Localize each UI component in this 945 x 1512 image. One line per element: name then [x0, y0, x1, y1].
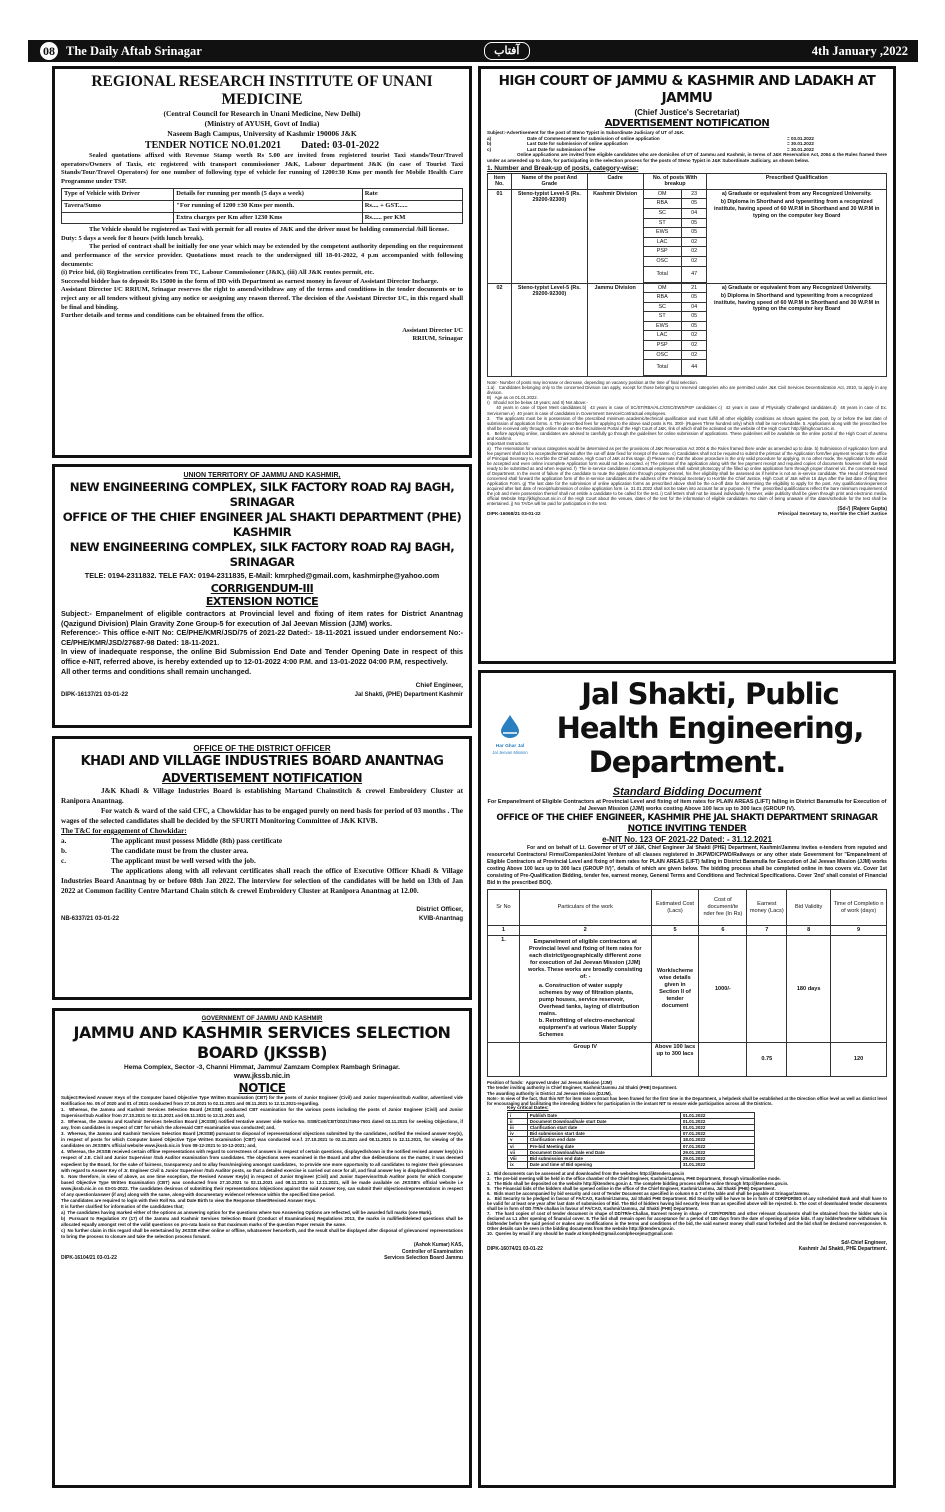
hc-date-cell: = 03.01.2022	[787, 135, 814, 141]
phe-title-3: NEW ENGINEERING COMPLEX, SILK FACTORY ROAD RAJ BAGH, SRINAGAR	[69, 540, 455, 569]
vehicle-th-2: Details for running per month (5 days a week)	[174, 189, 362, 201]
vehicle-type: Tavera/Sumo	[62, 200, 174, 212]
rriu-signature-1: Assistant Director I/C	[402, 326, 463, 334]
kvib-tc-c: c. The applicant must be well versed with the job.	[61, 857, 256, 865]
works-validity: 180 days	[787, 936, 831, 1043]
rriu-title: REGIONAL RESEARCH INSTITUTE OF UNANI MEDICINE	[91, 73, 433, 108]
high-court-adv-label: ADVERTISEMENT NOTIFICATION	[604, 118, 770, 129]
newspaper-logo: آفتاب	[484, 42, 530, 60]
js-terms: 1. Bid documents can be assessed at and downloaded from the websites http://jktenders.gov.in 2. The pre-bid meeting will be held in the office chamber of the Chief Engineer, Kashmir/Jammu, PHE Department, through virtual/online mode. 3. The Bids shall be deposited on the website http://jktenders.gov.in 4. The complete bidding process will be online through http://jktenders.gov.in. 5. The Financial bids of the bidders shall be opened online in the office of the Chief Engineer, Kashmir/Jammu, Jal Shakti (PHE) Department. 6. Bids must be accompanied by bid security and cost of Tender Document as specified in column 6 & 7 of the table and shall be payable at Srinagar/Jammu. a. Bid Security to be pledged in favour of FA/CAO, Kashmir/Jammu, Jal Shakti PHE Department. Bid Security will be have to be in form of CDR/FDR/BG of any scheduled Bank and shall have to be valid for at least one year after last date of submission of Bid. The Bid of bidders having bid security less than as specified above will be rejected. b. The cost of downloaded tender documents shall be in form of DD /TR/e challan in favour of FA/CAO, Kashmir/Jammu, Jal Shakti (PHE) Department. 7. The hard copies of cost of tender document in shape of DD/TR/e-Challan, Earnest money in shape of CDR/FDR/BG and other relevant documents shall be obtained from the bidder who is declared as L1 after opening of financial cover. 8. The bid shall remain open for acceptance for a period of 180 days from the date of opening of price bids. If any bidder/tenderer withdraws his bid/tender before the said period or makes any modifications in the terms and conditions of the bid, the said earnest money shall stand forfeited and the bid shall be declared non-responsive. 9. Other details can be seen in the bidding documents from the website http://jktenders.gov.in. 10. Queries by email if any should be made at kmrphed@gmail.com/phecejmu@gmail.com	[487, 1170, 887, 1237]
qualification-text: b) Diploma in Shorthand and typewriting from a recognized institute, having speed of 60 W.P.M in Shorthand and 30 W.P.M in typing on the computer key Board	[713, 199, 880, 219]
works-col-7: 7	[747, 926, 787, 936]
works-desc-a: a. Construction of water supply schemes by way of filtration plants, pump houses, service reservoir, Overhead tanks, laying of distribution mains.	[538, 983, 640, 1018]
works-th-cost: Estimated Cost (Lacs)	[651, 890, 699, 926]
category-count: 02	[681, 237, 706, 247]
key-date-row	[508, 1162, 755, 1168]
kvib-title: KHADI AND VILLAGE INDUSTRIES BOARD ANANTNAG	[80, 754, 444, 769]
js-position-of-funds: Position of funds: Approved Under Jal Jeevan Mission (JJM) The tender inviting authority is Chief Engineer, Kashmir/Jammu Jal Shakti (PHE) Department. The awarding authority is District Jal Jeevan Mission (DJJM). Note:- In view of the fact, that this NIT for item rate contract has been framed for the first time in the Department, a helpdesk shall be established at the Direction office level as well as district level for encouraging and facilitating the intending bidders for participation in the instant NIT to ensure wide participation across all the Districts.	[487, 1080, 887, 1106]
posts-th-post: Name of the post And Grade	[511, 173, 587, 189]
category-label: LAC	[644, 331, 682, 341]
vehicle-rate: Rs.... + GST......	[362, 200, 462, 212]
rriu-para-1: Sealed quotations affixed with Revenue Stamp worth Rs 5.00 are invited from registered tourist Taxi stands/Tour/Travel operators/Owners of Taxis, etc registered with transport commissioner J&K, Labour department J&K (in case of Tourist Taxi Stands/Tour/Travel Operators) for one number of following type of vehicle for running of 1200±30 Kms per month for Mobile Health Care Programme under TSP.	[61, 152, 463, 185]
jkssb-website: www.jkssb.nic.in	[233, 1073, 291, 1080]
jkssb-signature-3: Services Selection Board Jammu	[384, 1255, 463, 1262]
hc-date-cell: = 30.01.2022	[787, 141, 814, 147]
key-date-cell: Date and time of Bid opening	[527, 1162, 680, 1168]
high-court-dipk: DIPK-16068/21 03-01-22	[487, 512, 541, 518]
hc-date-cell: Date of Commencement for submission of online application	[527, 135, 660, 141]
standard-bidding-document: Standard Bidding Document	[612, 786, 762, 798]
kvib-office: OFFICE OF THE DISTRICT OFFICER	[193, 744, 331, 753]
key-date-cell: i	[508, 1112, 528, 1118]
posts-row	[488, 283, 887, 377]
category-label: RBA	[644, 199, 682, 209]
kvib-tc-a: a. The applicant must possess Middle (8th) pass certificate	[61, 837, 283, 845]
key-date-cell: ii	[508, 1118, 528, 1124]
js-signature-2: Kashmir Jal Shakti, PHE Department.	[798, 1246, 887, 1253]
hc-date-cell: c)	[487, 146, 492, 152]
key-date-cell: vi	[508, 1143, 528, 1149]
js-signature-1: Sd/-Chief Engineer,	[841, 1240, 887, 1247]
key-date-cell: Clarification start date	[527, 1125, 680, 1131]
category-label: ST	[644, 218, 682, 228]
key-date-cell: 31.01.2022	[680, 1162, 754, 1168]
posts-th-qualification: Prescribed Qualification	[707, 173, 887, 189]
js-dipk: DIPK-16074/21 03-01-22	[487, 1246, 543, 1253]
issue-date: 4th January ,2022	[811, 43, 908, 58]
key-date-cell: Bid submission start date	[527, 1131, 680, 1137]
category-label: OM	[644, 190, 682, 199]
category-label: PSP	[644, 341, 682, 351]
tender-notice-number: TENDER NOTICE NO.01.2021 Dated: 03-01-2022	[144, 140, 380, 151]
category-count: 05	[681, 293, 706, 303]
key-date-cell: 01.01.2022	[680, 1118, 754, 1124]
key-date-cell: iii	[508, 1125, 528, 1131]
key-date-cell: 18.01.2022	[680, 1137, 754, 1143]
rriu-line-2: (Ministry of AYUSH, Govt of India)	[204, 119, 320, 128]
high-court-signature-2: Principal Secretary to, Hon'ble the Chief Justice	[777, 512, 887, 518]
works-sr: 1.	[488, 936, 520, 1043]
kvib-para-2: For watch & ward of the said CFC, a Chowkidar has to be engaged purely on need basis for period of 03 months . The wages of the selected candidates shall be decided by the SFURTI Monitoring Committee of J&K KIVB.	[61, 807, 463, 825]
key-dates-table	[507, 1112, 755, 1169]
category-label: OM	[644, 284, 682, 293]
js-para-1: For and on behalf of Lt. Governor of UT of J&K, Chief Engineer Jal Shakti (PHE) Department, Kashmir/Jammu invites e-tenders from reputed and resourceful Contractors/ Firms/Companies/Joint Venture of all classes registered in JKPWD/CPWD/Railways or any other state Government for "Empanelment of Eligible Contractors at Provincial Level and fixing of item rates for PLAIN AREAS (LIFT) falling in District Baramulla for Execution of Jal Jeevan Mission (JJM) works costing Above 100 lacs up to 300 lacs (GROUP IV)", details of which are given below. The bidding process shall be completed online in two covers viz. Cover 1st consisting of Pre-Qualification Bidding, tender fee, earnest money, General Terms and Conditions and Technical Specifications. Cover '2nd' shall consist of Financial Bid in the prescribed BOQ.	[487, 845, 887, 886]
category-label: SC	[644, 208, 682, 218]
key-date-cell: 07.01.2022	[680, 1143, 754, 1149]
qualification-text: a) Graduate or equivalent from any Recognized University.	[721, 284, 872, 291]
kvib-tc-a-text: The applicant must possess Middle (8th) pass certificate	[111, 837, 283, 845]
category-label: OSC	[644, 350, 682, 360]
kvib-subtitle: ADVERTISEMENT NOTIFICATION	[161, 771, 363, 785]
works-group: Group IV	[519, 1043, 651, 1077]
phe-terms-unchanged: All other terms and conditions shall remain unchanged.	[61, 666, 252, 676]
posts-table	[487, 173, 887, 378]
enit-number: e-NIT No. 123 OF 2021-22 Dated: - 31.12.2021	[602, 835, 772, 844]
notice-inviting-tender: NOTICE INVITING TENDER	[627, 824, 747, 834]
category-label: ST	[644, 312, 682, 322]
newspaper-header	[28, 40, 918, 62]
jkssb-dipk: DIPK-16104/21 03-01-22	[61, 1255, 117, 1262]
hc-date-cell: b)	[487, 141, 492, 147]
posts-cell: Steno-typist Level-5 (Rs. 29200-92300)	[511, 189, 587, 283]
posts-section-heading: 1. Number and Break-up of posts, category-wise:	[487, 164, 639, 172]
vehicle-detail: "For running of 1200 ±30 Kms per month.	[174, 200, 362, 212]
key-date-cell: 01.01.2022	[680, 1125, 754, 1131]
category-count: 04	[681, 302, 706, 312]
hc-date-cell: Last Date for submission of online application	[527, 141, 628, 147]
posts-th-cadre: Cadre	[587, 173, 643, 189]
hc-date-cell: a)	[487, 135, 492, 141]
posts-cell: 02	[488, 283, 512, 377]
works-col-5: 5	[651, 926, 699, 936]
key-date-cell: 01.01.2022	[680, 1112, 754, 1118]
category-count: 47	[681, 266, 706, 282]
category-count: 05	[681, 312, 706, 322]
js-title-1: Jal Shakti, Public Health Engineering,	[556, 677, 864, 745]
high-court-signature-1: (Sd-/) (Rajeev Gupta)	[837, 506, 887, 513]
kvib-signature-1: District Officer,	[416, 906, 463, 913]
js-title-2: Department.	[588, 745, 786, 779]
jal-shakti-tender	[478, 670, 896, 1488]
logo-text-1: Har Ghar Jal	[495, 744, 525, 749]
jkssb-notice-label: NOTICE	[238, 1081, 286, 1095]
phe-title-1: NEW ENGINEERING COMPLEX, SILK FACTORY ROAD RAJ BAGH, SRINAGAR	[69, 480, 455, 509]
phe-title-2: OFFICE OF THE CHIEF ENGINEER JAL SHAKTI DEPARTMENT (PHE) KASHMIR	[62, 510, 462, 539]
key-date-cell: iv	[508, 1131, 528, 1137]
category-label: Total	[644, 266, 682, 282]
qualification-text: a) Graduate or equivalent from any Recognized University.	[721, 190, 872, 197]
jkssb-title: JAMMU AND KASHMIR SERVICES SELECTION BOARD (JKSSB)	[73, 1023, 451, 1062]
works-th-validity: Bid Validity	[787, 890, 831, 926]
category-count: 02	[681, 247, 706, 257]
key-date-cell: Document Download/sale start Date	[527, 1118, 680, 1124]
key-date-cell: Publish Date	[527, 1112, 680, 1118]
vehicle-extra: Extra charges per Km after 1230 Kms	[174, 212, 362, 224]
kvib-tc-b: b. The candidate must be from the cluster area.	[61, 847, 249, 855]
posts-cell: Jammu Division	[587, 283, 643, 377]
phe-contact: TELE: 0194-2311832. TELE FAX: 0194-2311835, E-Mail: kmrphed@gmail.com, kashmirphe@yahoo.com	[84, 571, 440, 580]
category-label: EWS	[644, 321, 682, 331]
posts-breakup	[643, 283, 707, 377]
rriu-tender-ad	[52, 66, 472, 458]
rriu-para-5: (i) Price bid, (ii) Registration certificates from TC, Labour Commissioner (J&K), (iii) All J&K routes permit, etc.	[61, 269, 374, 277]
category-count: 44	[681, 360, 706, 376]
category-label: Total	[644, 360, 682, 376]
rriu-para-6: Successful bidder has to deposit Rs 15000 in the form of DD with Department as earnest money in favour of Assistant Director Incharge.	[61, 277, 439, 285]
posts-cell: Kashmir Division	[587, 189, 643, 283]
high-court-notes: Note:- Number of posts may increase or decrease, depending on vacancy position at the time of final selection. 1.a) Candidates belonging only to the concerned Division can apply, except for those belonging to reserved categories who are permitted under J&K Civil Services Decentralization Act, 2010, to apply in any division. B) Age as on 01.01.2022. I) Should not be below 18 years; and II) Not above:- 40 years in case of Open Merit candidates.b) 43 years in case of SC/ST/RBA/ALC/OSC/EWS/PSP candidates c) 42 years in case of Physically Challenged candidates.d) 48 years in case of Ex. Servicemen.e) 40 years in case of candidates in Government Service/Contractual employees. 3. The applicants must be in possession of the prescribed minimum academic/technical qualification and must fulfill all other eligibility conditions as shown against the post, by or before the last date of submission of application forms. 4. The prescribed fees for applying to the above said posts is Rs. 300/- (Rupees Three hundred only) which shall be non-refundable. 5. Applications along with the prescribed fee shall be received only through online mode on the Recruitment Portal of the High Court of J&K, link of which shall be activated on the website of the High Court: http://jkhighcourt.nic.in. 6. Before applying online, candidates are advised to carefully go through the guidelines for online submission of applications. These guidelines will be available on the online portal of the High Court of Jammu and Kashmir. Important Instructions: a) The reservation for various categories would be determined as per the provisions of J&K Reservation Act 2004 & the Rules framed there under as amended up to date. b) Submission of Application form and fee payment shall not be accepted/entertained after the cut-off date fixed for receipt of the same. c) Candidates shall not be required to submit the printout of the Application form/fee payment receipt to the office of Principal Secretary to, Hon'ble the Chief Justice, High Court of J&K at this stage. d) Please note that the above procedure is the only valid procedure for applying. In no other mode, the Application form would be accepted and even online incomplete Application form would not be accepted. e) The printout of the application along with the fee payment receipt and required copies of documents however shall be kept ready to be submitted as and when required. f) The in-service candidates / contractual employees shall submit photocopy of the filled up online application form through proper channel viz. the concerned Head of Department. In the event of failure of the candidate to route the application through proper channel, his /her eligibility shall be assessed as if he/she is not an in-service candidate. The Head of Department concerned shall forward the application form of the in-service candidates at the address of the Principal Secretary to Hon'ble the Chief Justice, High Court of J&K within 15 days after the last date of filing their Application Form. g) The last date for the submission of online application forms as prescribed above shall be the cut-off date for determining the eligibility to apply for the post. Any qualification/experience acquired after last date of receipt/submission of online application form i.e. 31.01.2022 shall not be taken into account for any purpose. h) The prescribed qualifications reflect the bare minimum requirement of the job and mere possession thereof shall not entitle a candidate to be called for the test. i) Call letters shall not be issued individually however, wide publicity shall be given through print and electronic media, official Website http://jkhighcourt.nic.in of the High Court about the venues, dates of the test for the information of eligible candidates. No claim of being unaware of the dates/schedule for the test shall be entertained. j) No TA/DA will be paid for participation in the test.	[487, 380, 887, 507]
rriu-para-3: Duty: 5 days a week for 8 hours (with lunch break).	[61, 234, 204, 242]
jkssb-signature-1: (Ashok Kumar) KAS,	[413, 1242, 463, 1249]
works-th-fee: Cost of document/te nder fee (In Rs)	[699, 890, 747, 926]
key-date-cell: 29.01.2022	[680, 1156, 754, 1162]
jkssb-signature-2: Controller of Examination	[401, 1248, 463, 1255]
works-desc-b: b. Retrofitting of electro-mechanical equipment's at various Water Supply Schemes	[538, 1018, 637, 1039]
works-col-8: 8	[787, 926, 831, 936]
high-court-secretariat: (Chief Justice's Secretariat)	[634, 108, 740, 117]
posts-th-item: Item No.	[488, 173, 512, 189]
key-date-cell: Bid submission end date	[527, 1156, 680, 1162]
works-fee: 1000/-	[699, 936, 747, 1043]
phe-reference: Reference:- This office e-NIT No: CE/PHE/KMR/JSD/75 of 2021-22 Dated:- 18-11-2021 issued under endorsement No:-CE/PHE/KMR/JSD/27687-98 Dated: 18-11-2021.	[61, 628, 463, 647]
works-desc: Empanelment of eligible contractors at Provincial level and fixing of item rates for each district/geographically different zone for execution of Jal Jeevan Mission (JJM) works. These works are broadly consisting of: -	[528, 939, 643, 981]
category-count: 02	[681, 350, 706, 360]
key-date-cell: 29.01.2022	[680, 1149, 754, 1155]
works-table	[487, 889, 887, 1077]
posts-row	[488, 189, 887, 283]
kvib-nb: NB-6337/21 03-01-22	[61, 915, 120, 922]
works-th-particulars: Particulars of the work	[519, 890, 651, 926]
category-count: 05	[681, 228, 706, 238]
vehicle-th-3: Rate	[362, 189, 462, 201]
js-title-block	[487, 677, 887, 779]
works-th-sr: Sr No	[488, 890, 520, 926]
key-date-cell: 07.01.2022	[680, 1131, 754, 1137]
key-dates-heading: Key critical Dates:	[507, 1105, 549, 1111]
hc-date-cell: = 30.01.2022	[787, 146, 814, 152]
category-label: SC	[644, 302, 682, 312]
phe-ut-line: UNION TERRITORY OF JAMMU AND KASHMIR,	[183, 472, 341, 479]
rriu-para-8: Further details and terms and conditions can be obtained from the office.	[61, 312, 264, 320]
category-count: 05	[681, 218, 706, 228]
logo-text-2: Jal Jeevan Mission	[492, 749, 528, 755]
high-court-ad	[478, 66, 896, 664]
works-group-cost: Above 100 lacs up to 300 lacs	[651, 1043, 699, 1077]
high-court-subject: Subject:-Advertisement for the post of Steno Typist in Subordinate Judiciary of UT of J&K.	[487, 130, 685, 135]
js-for-line: For Empanelment of Eligible Contractors at Provincial Level and fixing of item rates for PLAIN AREAS (LIFT) falling in District Baramulla for Execution of Jal Jeevan Mission (JJM) works costing Above 100 lacs up to 300 lacs (GROUP IV).	[487, 799, 887, 812]
kvib-tc-heading: The T&C for engagement of Chowkidar:	[61, 827, 187, 835]
category-label: EWS	[644, 228, 682, 238]
key-date-cell: Viii	[508, 1156, 528, 1162]
kvib-tc-b-text: The candidate must be from the cluster area.	[111, 847, 249, 855]
vehicle-extra-rate: Rs...... per KM	[362, 212, 462, 224]
posts-breakup	[643, 189, 707, 283]
category-label: LAC	[644, 237, 682, 247]
phe-corrigendum-ad	[52, 464, 472, 728]
qualification-text: b) Diploma in Shorthand and typewriting from a recognized institute, having speed of 60 W.P.M in Shorthand and 30 W.P.M in typing on the computer key Board	[713, 293, 880, 313]
rriu-para-4: The period of contract shall be initially for one year which may be extended by the competent authority depending on the requirement and performance of the service provider. Quotations must reach to the undersigned till 18-01-2022, 4 p.m accompanied with following documents:	[61, 243, 463, 268]
page-number: 08	[38, 40, 60, 62]
category-count: 05	[681, 199, 706, 209]
category-count: 04	[681, 208, 706, 218]
vehicle-empty	[62, 212, 174, 224]
extension-notice-label: EXTENSION NOTICE	[205, 595, 319, 608]
category-count: 02	[681, 256, 706, 266]
kvib-ad	[52, 736, 472, 1000]
works-th-time: Time of Completio n of work (days)	[831, 890, 887, 926]
works-earnest: 0.75	[747, 1043, 787, 1077]
posts-cell: Steno-typist Level-5 (Rs. 29200-92300)	[511, 283, 587, 377]
key-date-cell: vii	[508, 1149, 528, 1155]
phe-signature-1: Chief Engineer,	[415, 682, 463, 690]
phe-subject: Subject:- Empanelment of eligible contractors at Provincial level and fixing of item rates for District Anantnag (Qazigund Division) Plain Gravity Zone Group-5 for execution of Jal Jeevan Mission (JJM) works.	[61, 609, 463, 628]
works-estimate: Work/scheme wise details given in Section II of tender document	[651, 936, 699, 1043]
high-court-intro: Online applications are invited from eligible candidates who are domiciles of UT of Jammu and Kashmir, in terms of J&K Reservation Act, 2004 & the Rules framed there under as amended up to date, for participating in the selection process for the posts of Steno Typist in J&K Subordinate Judiciary, as shown below.	[487, 152, 887, 163]
vehicle-table	[61, 188, 463, 224]
rriu-signature-2: RRIUM, Srinagar	[412, 335, 463, 343]
rriu-line-1: (Central Council for Research in Unani Medicine, New Delhi)	[163, 109, 361, 118]
high-court-dates	[487, 136, 887, 153]
qualification-cell	[707, 283, 887, 377]
kvib-para-1: J&K Khadi & Village Industries Board is establishing Martand Chainstitch & crewel Embroidery Cluster at Ranipora Anantnag.	[61, 787, 463, 805]
posts-th-posts: No. of posts With breakup	[643, 173, 707, 189]
works-col-9: 9	[831, 926, 887, 936]
category-label: OSC	[644, 256, 682, 266]
corrigendum-label: CORRIGENDUM-III	[210, 582, 314, 595]
works-col-2: 2	[519, 926, 651, 936]
jkssb-address: Hema Complex, Sector -3, Channi Himmat, Jammu/ Zamzam Complex Rambagh Srinagar.	[124, 1064, 400, 1071]
key-date-cell: ix	[508, 1162, 528, 1168]
works-th-earnest: Earnest money (Lacs)	[747, 890, 787, 926]
category-count: 21	[681, 284, 706, 293]
category-count: 05	[681, 321, 706, 331]
jkssb-notice	[52, 1008, 472, 1488]
phe-dipk: DIPK-16137/21 03-01-22	[61, 691, 129, 698]
category-label: PSP	[644, 247, 682, 257]
jkssb-body: Subject:Revised Answer Keys of the Computer based Objective Type Written Examination (CBT) for the posts of Junior Engineer (Civil) and Junior Supervisor/Sub Auditor, advertised vide Notification No. 05 of 2020 and 01 of 2021 conducted from 27.10.2021 to 02.11.2021 and 08.11.2021 to 12.11.2021-regarding. 1. Whereas, the Jammu and Kashmir Services Selection Board (JKSSB) conducted CBT examination for the various posts including the posts of Junior Engineer (Civil) and Junior Supervisor/Sub Auditor from 27.10.2021 to 02.11.2021 and 08.11.2021 to 12.11.2021 and, 2. Whereas, the Jammu and Kashmir Services Selection Board (JKSSB) notified tentative answer vide Notice No. SSB/CoE/CBT/2021/7494-7501 dated 03.11.2021 for seeking Objections, if any, from candidates in respect of CBT for which the aforesaid CBT examination was conducted; and, 3. Whereas, the Jammu and Kashmir Services Selection Board (JKSSB) pursuant to disposal of representations/ objections submitted by the candidates, notified the revised answer Key(s), in respect of posts for which Computer based Objective Type Written Examination (CBT) was conducted w.e.f. 27.10.2021 to 02.11.2021 and 08.11.2021 to 12.11.2021, for viewing of the candidates on JKSSB's official website www.jkssb.nic.in from 08-12-2021 to 10-12-2021; and, 4. Whereas, the JKSSB received certain offline representations with regard to correctness of answers in respect of certain questions, displayed/shown in the notified revised answer key(s) in respect of J.E. Civil and Junior Supervisor /Sub Auditor examination from candidates. The objections were examined in the Board and after due deliberations on the matter, it was deemed expedient by the Board, for the sake of fairness, transparency and to allay fears/misgiving amongst candidates, to provide one more opportunity to all candidates to register their grievances with regard to Answer Key of Jr. Engineer Civil & Junior Supervisor /Sub Auditor posts, so that a detailed exercise is carried out once for all, and final answer key is displayed/notified. 5. Now therefore, in view of above, as one time exception, the Revised Answer Key(s) in respect of Junior Engineer (Civil) and Junior Supervisor/Sub Auditor posts for which Computer based Objective Type Written Examination (CBT) was conducted from 27.10.2021 to 02.11.2021 and 08.11.2021 to 12.11.2021, will be made available on JKSSB's official website i.e www.jkssb.nic.in on 03-01-2022. The candidates desirous of submitting their representations /objections against the said Answer Key, can submit their objections/representations in respect of any question/answer (if any) along with the same, along-with documentary evidence/ reference within the specified time period. The candidates are required to login with their Roll No. and Date Birth to view the Response Sheet/Revised Answer Keys. It is further clarified for information of the candidates that; a) The candidates having marked either of the options as answering option for the questions where two Answering Options are reflected, will be awarded full marks (one Mark). b) Pursuant to Regulation XV (17) of the Jammu and Kashmir Services Selection Board (Conduct of Examinations) Regulations 2013, the marks in nullified/deleted questions shall be allocated equally amongst rest of the valid questions on pro-rata basis so that maximum marks of the question Paper remain the same. c) No further claim in this regard shall be entertained by JKSSB either online or offline, whatsoever henceforth, and the result shall be displayed after disposal of grievances/ representations to bring the process to closure and take the selection process forward.	[61, 1095, 463, 1240]
key-date-cell: Document Download/sale end Date	[527, 1149, 680, 1155]
category-count: 02	[681, 331, 706, 341]
kvib-tc-c-text: The applicant must be well versed with the job.	[111, 857, 256, 865]
category-label: RBA	[644, 293, 682, 303]
water-drop-icon	[495, 713, 525, 739]
js-office: OFFICE OF THE CHIEF ENGINEER, KASHMIR PHE JAL SHAKTI DEPARTMENT SRINAGAR	[496, 813, 878, 823]
key-date-cell: v	[508, 1137, 528, 1143]
phe-signature-2: Jal Shakti, (PHE) Department Kashmir	[354, 691, 463, 698]
qualification-cell	[707, 189, 887, 283]
works-time: 120	[831, 1043, 887, 1077]
category-count: 23	[681, 190, 706, 199]
kvib-signature-2: KVIB-Anantnag	[419, 915, 463, 922]
key-date-cell: Clarification end date	[527, 1137, 680, 1143]
works-col-1: 1	[488, 926, 520, 936]
key-date-cell: Pre-bid Meeting date	[527, 1143, 680, 1149]
works-col-6: 6	[699, 926, 747, 936]
rriu-para-2: The Vehicle should be registered as Taxi with permit for all routes of J&K and the driver must be holding commercial /hill license.	[89, 226, 449, 234]
newspaper-name: The Daily Aftab Srinagar	[66, 43, 202, 58]
high-court-title: HIGH COURT OF JAMMU & KASHMIR AND LADAKH AT JAMMU	[498, 73, 876, 106]
hc-date-cell: Last Date for submission of fee	[527, 146, 596, 152]
posts-cell: 01	[488, 189, 512, 283]
vehicle-th-1: Type of Vehicle with Driver	[62, 189, 174, 201]
rriu-line-3: Naseem Bagh Campus, University of Kashmir 190006 J&K	[167, 129, 357, 138]
category-count: 02	[681, 341, 706, 351]
kvib-para-3: The applications along with all relevant certificates shall reach the office of Executive Officer Khadi & Village Industries Board Anantnag by or before 08th Jan 2022. The interview for selection of the candidates will be held on 13th of Jan 2022 at Common facility Centre Martand Chain stitch & crewel Embroidery Cluster at Ranipora Anantnag at 12.00.	[61, 867, 463, 895]
jkssb-govt: GOVERNMENT OF JAMMU AND KASHMIR	[201, 1016, 323, 1022]
rriu-para-7: Assistant Director I/C RRIUM, Srinagar reserves the right to amend/withdraw any of the terms and conditions in the tender documents or to reject any or all tenders without giving any notice or assigning any reason thereof. The decision of the Assistant Director I/C, in this regard shall be final and binding.	[61, 286, 463, 311]
phe-extension-text: In view of inadequate response, the online Bid Submission End Date and Tender Opening Date in respect of this office e-NIT, referred above, is hereby extended up to 12-01-2022 4:00 P.M. and 13-01-2022 04:00 P.M, respectively.	[61, 647, 463, 666]
